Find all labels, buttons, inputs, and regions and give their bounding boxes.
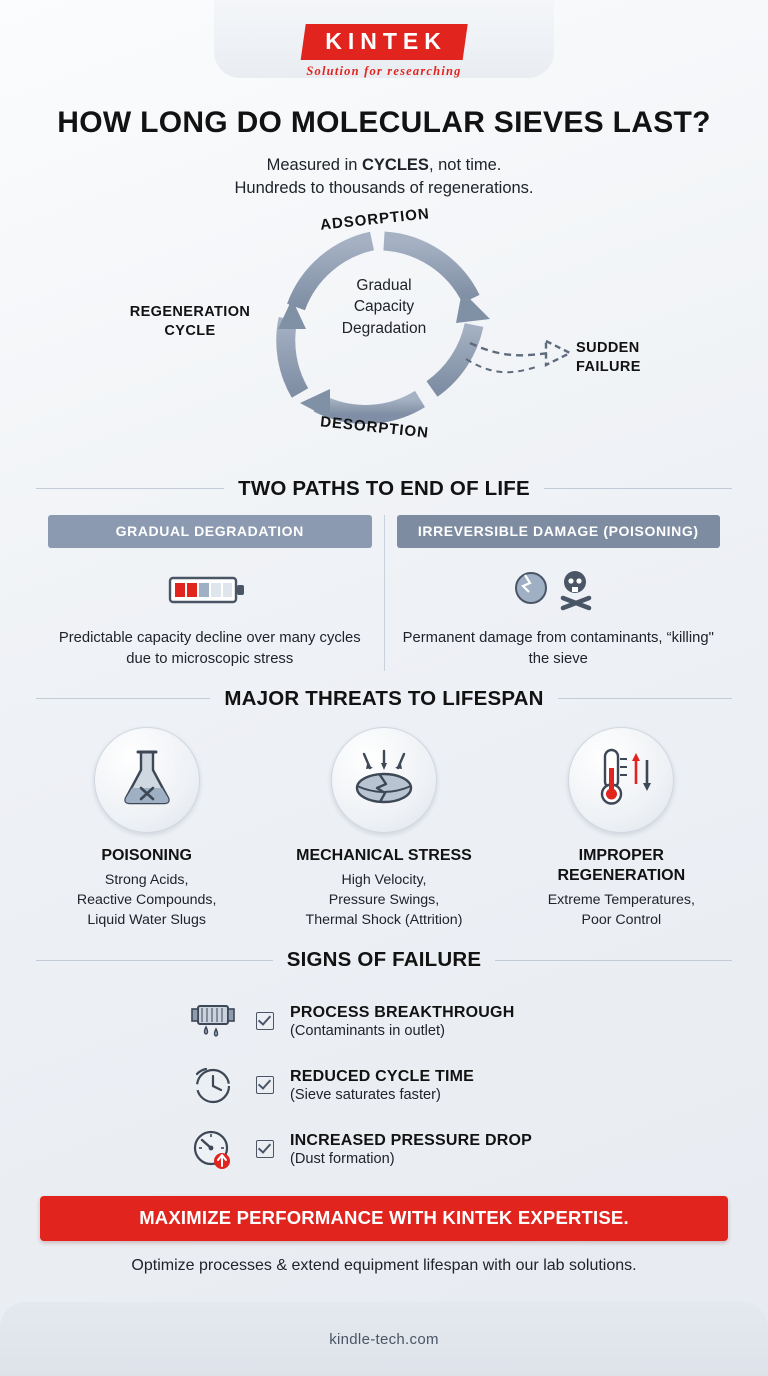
threat-desc-poisoning: [34, 870, 259, 930]
cycle-label-sudden-failure: [576, 339, 696, 377]
checkbox-reduced-cycle-time[interactable]: [256, 1076, 274, 1094]
cta-section: [0, 1196, 768, 1275]
threat-desc-mechanical-stress: [271, 870, 496, 930]
path-text-poisoning: Permanent damage from contaminants, “killing" the sieve: [402, 629, 714, 668]
thermometer-icon: [589, 746, 653, 813]
sign-subtitle: (Contaminants in outlet): [290, 1022, 445, 1039]
sign-title: REDUCED CYCLE TIME: [290, 1067, 475, 1085]
threat-desc-line: Poor Control: [581, 911, 662, 928]
path-card-gradual: [36, 515, 385, 671]
battery-depleting-icon: [48, 562, 372, 618]
threats-row: [28, 727, 740, 930]
threat-desc-line: High Velocity,: [341, 871, 427, 888]
list-item: [36, 1058, 732, 1112]
divider-right: [558, 698, 732, 699]
regeneration-cycle-diagram: [0, 207, 768, 469]
flask-poison-icon: [118, 746, 176, 813]
cycle-label-regeneration-line1: REGENERATION: [129, 303, 251, 320]
cycle-label-regeneration: [110, 303, 270, 341]
threat-card-mechanical-stress: [265, 727, 502, 930]
threat-title-line: REGENERATION: [557, 866, 686, 884]
sign-text-block: [290, 1132, 532, 1167]
sign-subtitle: (Dust formation): [290, 1150, 395, 1167]
page-title: HOW LONG DO MOLECULAR SIEVES LAST?: [57, 106, 711, 139]
checkbox-increased-pressure-drop[interactable]: [256, 1140, 274, 1158]
crushed-pellet-icon: [350, 748, 418, 811]
section-heading-threats: [36, 687, 732, 711]
subtitle-line1-pre: Measured in: [266, 156, 362, 174]
section-title-signs: SIGNS OF FAILURE: [286, 948, 482, 972]
threat-desc-improper-regeneration: [509, 890, 734, 930]
logo-badge: [301, 24, 468, 60]
threat-icon-circle: [94, 727, 200, 833]
subtitle-line2: Hundreds to thousands of regenerations.: [234, 179, 534, 198]
divider-left: [36, 960, 273, 961]
path-card-poisoning: [385, 515, 733, 671]
clock-icon: [186, 1058, 240, 1112]
sign-text-block: [290, 1068, 474, 1103]
threat-desc-line: Pressure Swings,: [328, 891, 440, 908]
threat-desc-line: Strong Acids,: [104, 871, 189, 888]
subtitle-line1-strong: CYCLES: [362, 156, 429, 174]
threat-desc-line: Reactive Compounds,: [76, 891, 217, 908]
cycle-center-line1: Gradual: [356, 276, 412, 294]
threat-desc-line: Liquid Water Slugs: [87, 912, 206, 929]
sudden-failure-line1: SUDDEN: [576, 339, 640, 356]
threat-desc-line: Extreme Temperatures,: [547, 891, 695, 908]
arc-label-desorption: DESORPTION: [319, 413, 430, 442]
divider-right: [495, 960, 732, 961]
divider-left: [36, 698, 210, 699]
sign-title: INCREASED PRESSURE DROP: [290, 1131, 532, 1149]
section-heading-signs: [36, 948, 732, 972]
footer: [0, 1302, 768, 1376]
sign-subtitle: (Sieve saturates faster): [290, 1086, 441, 1103]
sign-title: PROCESS BREAKTHROUGH: [290, 1003, 515, 1021]
path-text-gradual: Predictable capacity decline over many cycles due to microscopic stress: [58, 629, 361, 668]
filter-leak-icon: [186, 994, 240, 1048]
threat-title-improper-regeneration: [509, 846, 734, 886]
threat-card-improper-regeneration: [503, 727, 740, 930]
section-title-threats: MAJOR THREATS TO LIFESPAN: [224, 686, 544, 710]
cycle-label-regeneration-line2: CYCLE: [164, 322, 216, 339]
cta-banner[interactable]: MAXIMIZE PERFORMANCE WITH KINTEK EXPERTISE.: [40, 1196, 728, 1241]
threat-title-mechanical-stress: MECHANICAL STRESS: [296, 846, 472, 864]
threat-icon-circle: [568, 727, 674, 833]
threat-icon-circle: [331, 727, 437, 833]
path-header-poisoning: IRREVERSIBLE DAMAGE (POISONING): [397, 515, 721, 548]
list-item: [36, 994, 732, 1048]
logo-text: KINTEK: [325, 28, 447, 54]
logo-tagline: Solution for researching: [306, 64, 462, 78]
cycle-center-line2: Capacity: [353, 298, 415, 316]
signs-list: [0, 984, 768, 1176]
path-header-gradual: GRADUAL DEGRADATION: [48, 515, 372, 548]
cycle-center-line3: Degradation: [341, 319, 427, 337]
divider-right: [544, 488, 732, 489]
list-item: [36, 1122, 732, 1176]
footer-site-link[interactable]: kindle-tech.com: [329, 1330, 439, 1348]
page-subtitle: [0, 154, 768, 201]
section-heading-two-paths: [36, 477, 732, 501]
threat-title-line: IMPROPER: [578, 846, 664, 864]
pressure-gauge-icon: [186, 1122, 240, 1176]
threat-title-poisoning: POISONING: [101, 846, 192, 864]
cycle-center-text: [308, 275, 460, 339]
two-paths-row: [36, 515, 732, 671]
subtitle-line1-post: , not time.: [428, 156, 502, 174]
checkbox-process-breakthrough[interactable]: [256, 1012, 274, 1030]
threat-card-poisoning: [28, 727, 265, 930]
section-title-two-paths: TWO PATHS TO END OF LIFE: [238, 476, 530, 500]
sign-text-block: [290, 1004, 514, 1039]
arc-label-adsorption: ADSORPTION: [319, 205, 431, 234]
header: [0, 0, 768, 92]
divider-left: [36, 488, 224, 489]
sudden-failure-line2: FAILURE: [576, 358, 641, 375]
cracked-bead-skull-icon: [397, 562, 721, 618]
brand-logo: [303, 24, 465, 79]
threat-desc-line: Thermal Shock (Attrition): [305, 912, 463, 929]
cta-subtext: Optimize processes & extend equipment lifespan with our lab solutions.: [131, 1257, 637, 1275]
